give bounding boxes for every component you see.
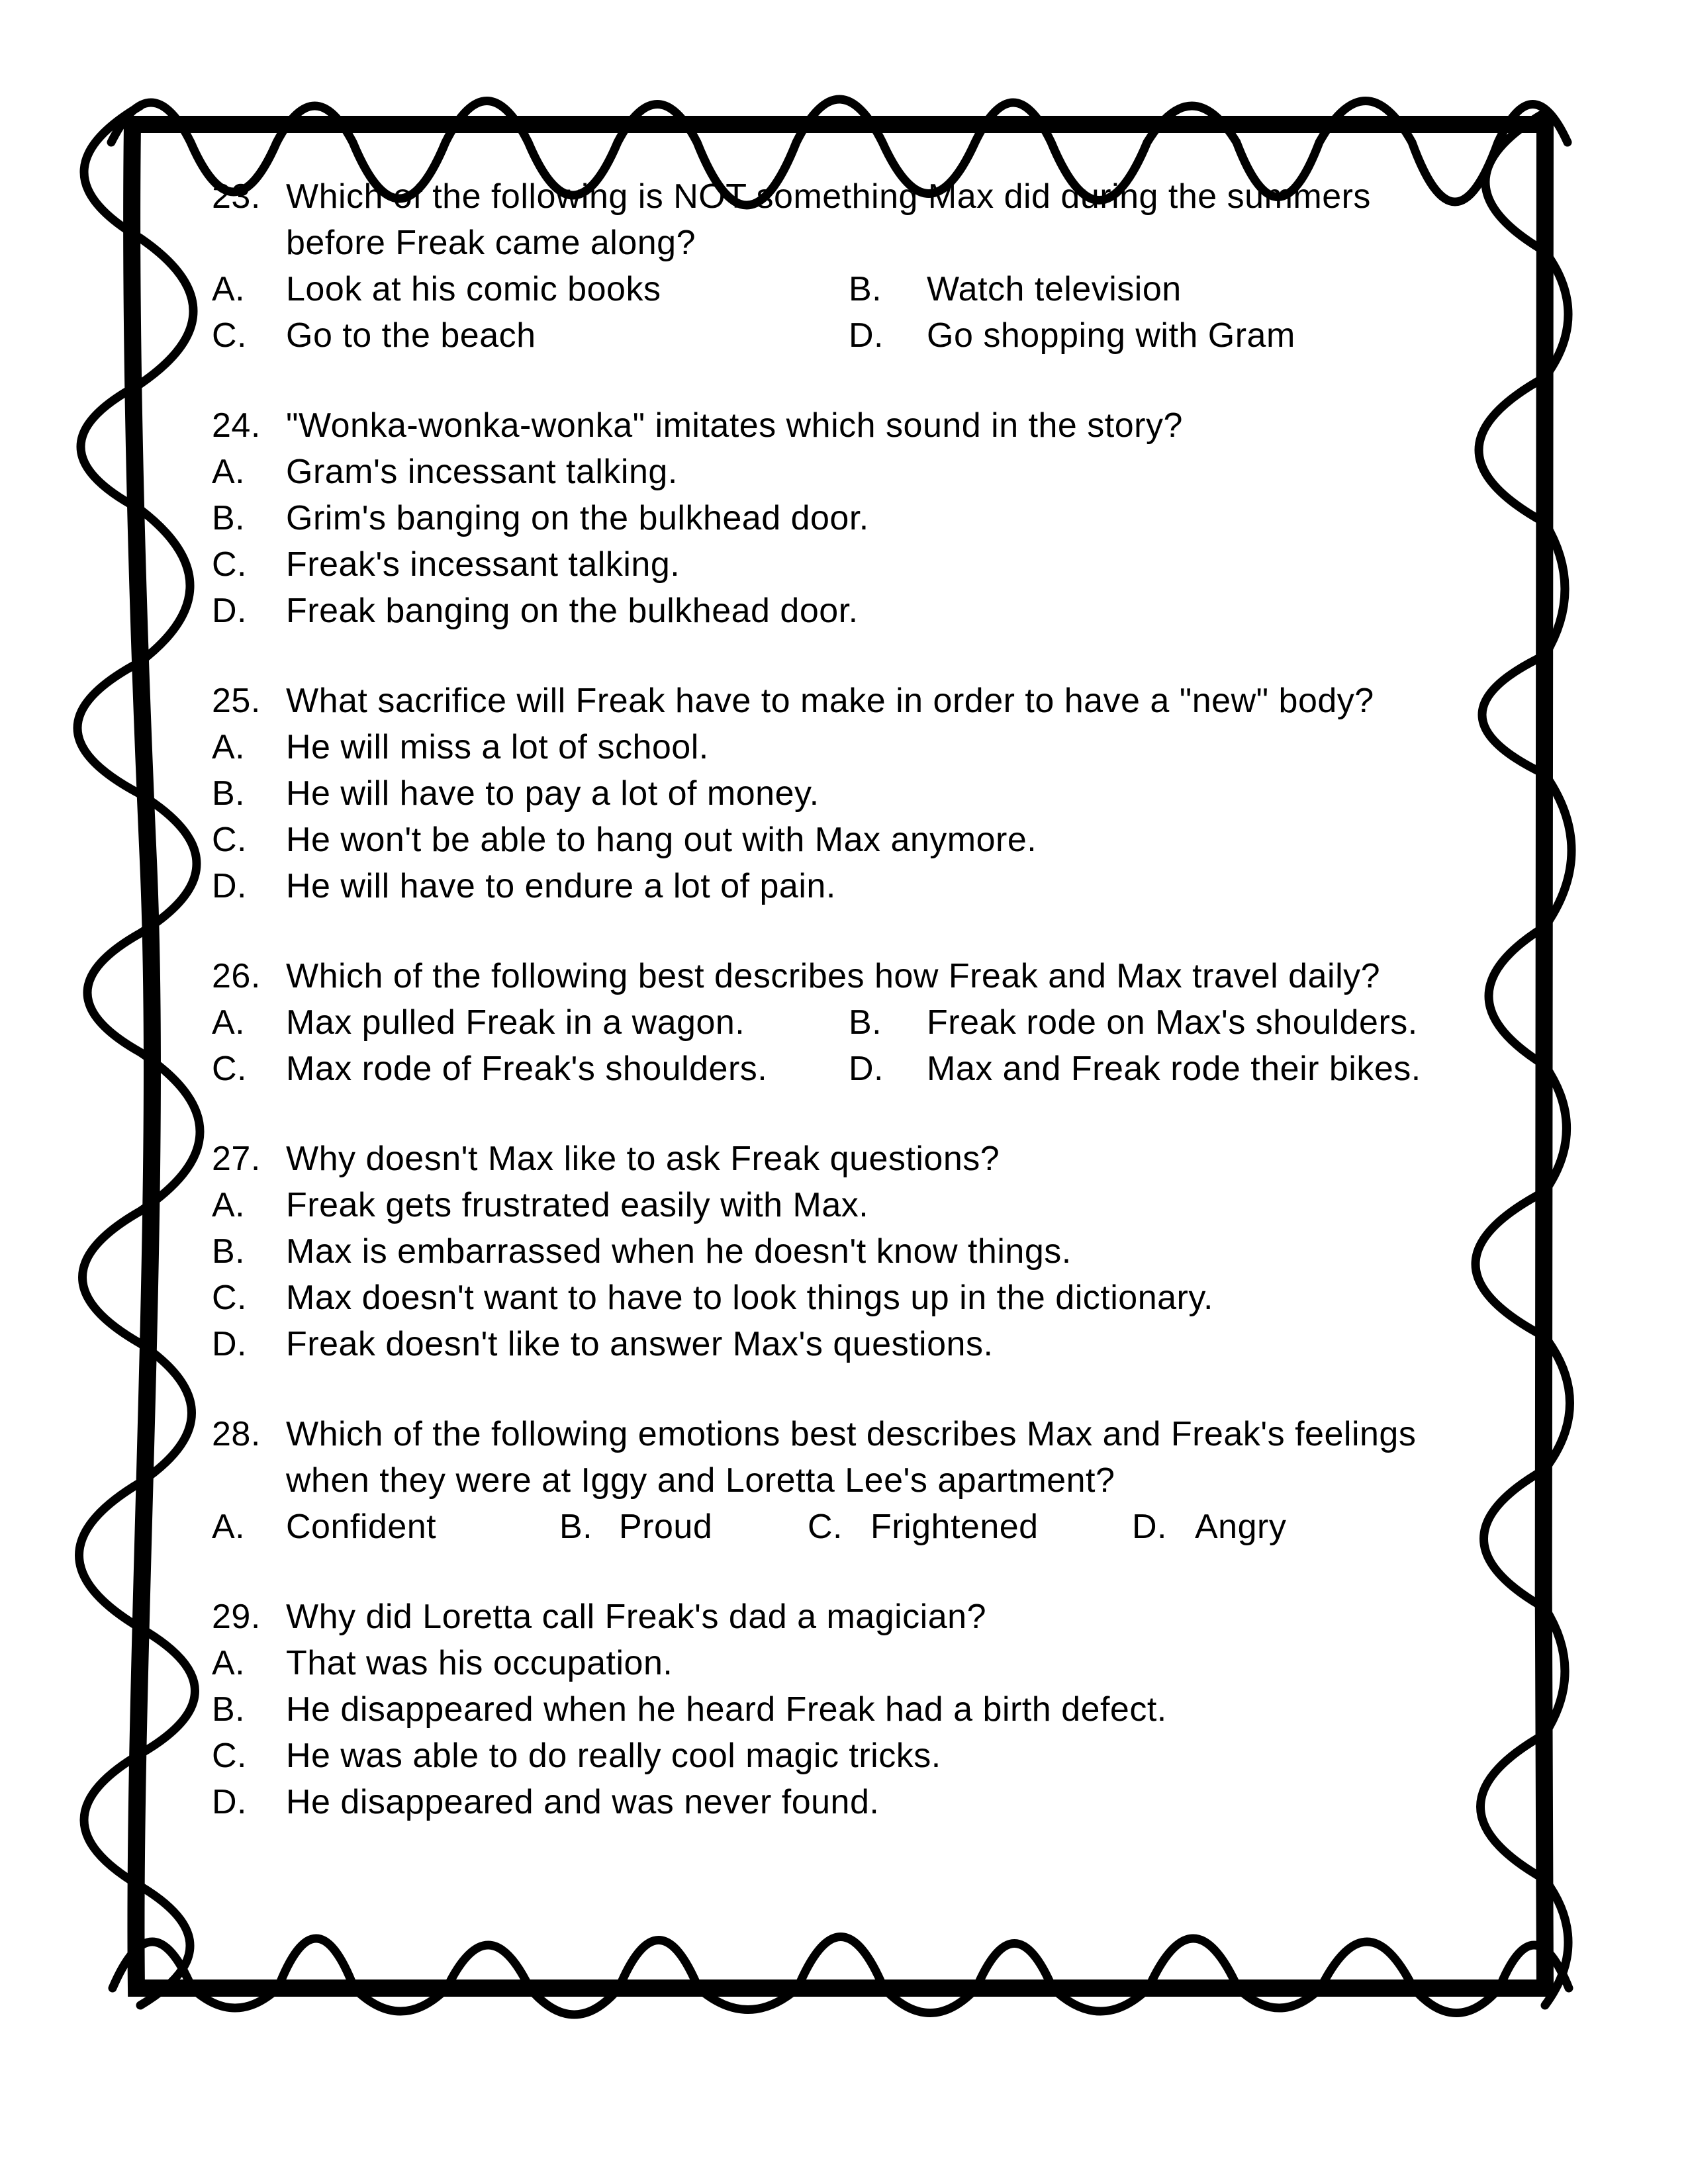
question-header — [212, 678, 1549, 724]
option-row — [212, 1275, 1549, 1321]
option-letter: A. — [212, 1186, 246, 1224]
option-letter: C. — [808, 1508, 843, 1546]
option-letter: A. — [212, 1508, 246, 1546]
option-text: Max and Freak rode their bikes. — [927, 1050, 1421, 1088]
option-letter: C. — [212, 821, 247, 859]
question-text — [286, 1411, 1549, 1504]
option-letter: A. — [212, 453, 246, 491]
question-header — [212, 1136, 1549, 1182]
option-text: He will have to endure a lot of pain. — [286, 867, 836, 905]
question-number: 29. — [212, 1598, 261, 1636]
question-number: 24. — [212, 406, 261, 445]
option-row — [212, 724, 1549, 770]
option-text: Max is embarrassed when he doesn't know things. — [286, 1232, 1072, 1271]
option-text: Look at his comic books — [286, 270, 661, 308]
question-header — [212, 953, 1549, 999]
option-letter: D. — [849, 316, 884, 355]
option-text: Gram's incessant talking. — [286, 453, 678, 491]
option-text: He will have to pay a lot of money. — [286, 774, 820, 813]
option-text: Max pulled Freak in a wagon. — [286, 1003, 745, 1042]
option-letter: B. — [212, 1232, 246, 1271]
question-25 — [212, 678, 1549, 909]
question-number: 27. — [212, 1140, 261, 1178]
question-text-line: Which of the following is NOT something Max did during the summers — [286, 177, 1371, 216]
option-letter: A. — [212, 1644, 246, 1682]
option-letter: D. — [212, 867, 247, 905]
question-text — [286, 173, 1549, 266]
question-header — [212, 173, 1549, 266]
option-text: He won't be able to hang out with Max anymore. — [286, 821, 1037, 859]
quiz-content — [212, 173, 1549, 1869]
option-text: Watch television — [927, 270, 1182, 308]
option-row — [212, 312, 1549, 359]
question-text-line: before Freak came along? — [286, 224, 696, 262]
question-23 — [212, 173, 1549, 359]
question-number: 26. — [212, 957, 261, 995]
option-row — [212, 495, 1549, 541]
option-letter: B. — [212, 499, 246, 537]
option-letter: C. — [212, 1737, 247, 1775]
option-letter: D. — [212, 1783, 247, 1821]
option-letter: B. — [212, 1690, 246, 1729]
option-row — [212, 541, 1549, 588]
option-letter: A. — [212, 1003, 246, 1042]
option-row — [212, 1321, 1549, 1367]
option-text: He disappeared and was never found. — [286, 1783, 880, 1821]
option-text: He was able to do really cool magic tricks. — [286, 1737, 941, 1775]
option-text: Freak rode on Max's shoulders. — [927, 1003, 1418, 1042]
question-28 — [212, 1411, 1549, 1550]
question-text — [286, 953, 1549, 999]
question-header — [212, 402, 1549, 449]
option-row — [212, 1779, 1549, 1825]
question-text — [286, 1594, 1549, 1640]
option-text: Proud — [619, 1508, 713, 1546]
option-row — [212, 449, 1549, 495]
option-letter: D. — [849, 1050, 884, 1088]
option-row — [212, 863, 1549, 909]
option-letter: D. — [212, 592, 247, 630]
question-header — [212, 1594, 1549, 1640]
option-text: He will miss a lot of school. — [286, 728, 709, 766]
option-row — [212, 1182, 1549, 1228]
question-text-line: when they were at Iggy and Loretta Lee's apartment? — [286, 1461, 1115, 1500]
option-row — [212, 817, 1549, 863]
question-24 — [212, 402, 1549, 634]
question-27 — [212, 1136, 1549, 1367]
question-26 — [212, 953, 1549, 1092]
question-text-line: Which of the following best describes how Freak and Max travel daily? — [286, 957, 1381, 995]
option-text: Go to the beach — [286, 316, 536, 355]
question-29 — [212, 1594, 1549, 1825]
option-letter: C. — [212, 1050, 247, 1088]
option-row — [212, 588, 1549, 634]
option-row — [212, 1228, 1549, 1275]
option-text: Angry — [1195, 1508, 1287, 1546]
option-text: He disappeared when he heard Freak had a birth defect. — [286, 1690, 1167, 1729]
option-row — [212, 1504, 1549, 1550]
option-letter: A. — [212, 270, 246, 308]
question-text-line: "Wonka-wonka-wonka" imitates which sound in the story? — [286, 406, 1183, 445]
option-row — [212, 770, 1549, 817]
border-wave-bottom — [113, 1937, 1569, 2015]
option-row — [212, 1686, 1549, 1733]
option-row — [212, 1046, 1549, 1092]
question-text-line: Why doesn't Max like to ask Freak questions? — [286, 1140, 1000, 1178]
question-text-line: What sacrifice will Freak have to make in order to have a "new" body? — [286, 682, 1374, 720]
question-header — [212, 1411, 1549, 1504]
option-text: Grim's banging on the bulkhead door. — [286, 499, 869, 537]
question-number: 25. — [212, 682, 261, 720]
option-row — [212, 1640, 1549, 1686]
option-letter: C. — [212, 316, 247, 355]
question-number: 23. — [212, 177, 261, 216]
option-letter: B. — [559, 1508, 593, 1546]
option-letter: B. — [849, 1003, 882, 1042]
option-letter: D. — [212, 1325, 247, 1363]
question-text — [286, 402, 1549, 449]
option-letter: D. — [1132, 1508, 1167, 1546]
option-row — [212, 999, 1549, 1046]
option-letter: A. — [212, 728, 246, 766]
option-text: Frightened — [870, 1508, 1039, 1546]
option-text: Freak gets frustrated easily with Max. — [286, 1186, 869, 1224]
option-text: Confident — [286, 1508, 437, 1546]
option-text: Go shopping with Gram — [927, 316, 1295, 355]
option-letter: B. — [212, 774, 246, 813]
option-letter: B. — [849, 270, 882, 308]
question-text — [286, 1136, 1549, 1182]
option-text: Freak's incessant talking. — [286, 545, 680, 584]
option-row — [212, 1733, 1549, 1779]
option-text: Freak doesn't like to answer Max's questions. — [286, 1325, 994, 1363]
option-text: Freak banging on the bulkhead door. — [286, 592, 859, 630]
question-text-line: Why did Loretta call Freak's dad a magician? — [286, 1598, 986, 1636]
option-text: Max rode of Freak's shoulders. — [286, 1050, 768, 1088]
option-row — [212, 266, 1549, 312]
option-text: That was his occupation. — [286, 1644, 673, 1682]
question-text-line: Which of the following emotions best describes Max and Freak's feelings — [286, 1415, 1417, 1453]
option-letter: C. — [212, 545, 247, 584]
question-text — [286, 678, 1549, 724]
question-number: 28. — [212, 1415, 261, 1453]
option-text: Max doesn't want to have to look things up in the dictionary. — [286, 1279, 1213, 1317]
option-letter: C. — [212, 1279, 247, 1317]
